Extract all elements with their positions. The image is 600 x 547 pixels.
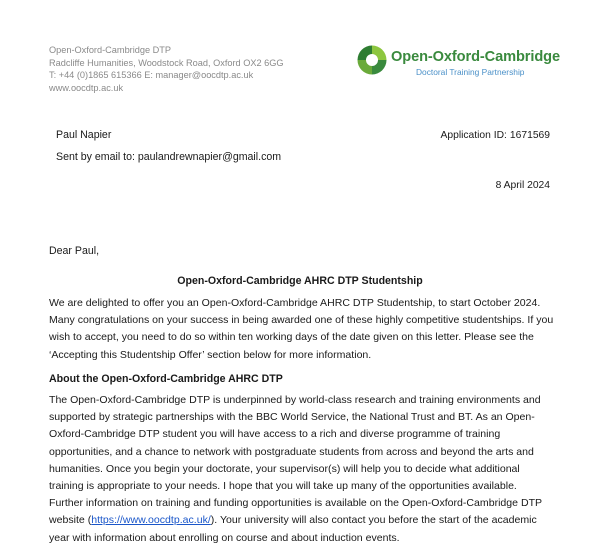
paragraph-line: The Open-Oxford-Cambridge DTP is underpinned by world-class research and training environments and: [49, 394, 541, 406]
recipient-email: Sent by email to: paulandrewnapier@gmail.com: [56, 151, 282, 163]
paragraph-line: ‘Accepting this Studentship Offer’ section below for more information.: [49, 348, 372, 361]
website-prefix: website (: [49, 514, 92, 527]
paragraph-line: supported by strategic partnerships with the BBC World Service, the National Trust and BT. As an Open-: [49, 411, 535, 424]
intro-paragraph: [49, 295, 569, 364]
logo-subtitle: Doctoral Training Partnership: [416, 67, 525, 77]
website-suffix: ). Your university will also contact you before the start of the academic: [210, 514, 537, 527]
about-paragraph: [49, 392, 569, 547]
website-link[interactable]: https://www.oocdtp.ac.uk/: [91, 514, 211, 527]
paragraph-line: Further information on training and funding opportunities is available on the Open-Oxford-Cambridge DTP: [49, 497, 543, 510]
paragraph-line: training is appropriate to your needs. I hope that you will take up many of the opportunities available.: [49, 480, 517, 493]
recipient-name: Paul Napier: [56, 129, 112, 141]
paragraph-line: We are delighted to offer you an Open-Oxford-Cambridge AHRC DTP Studentship, to start October 2024.: [49, 297, 541, 309]
paragraph-line: opportunities, and a chance to network with postgraduate students from across and beyond the arts and: [49, 445, 534, 458]
address-line: Radcliffe Humanities, Woodstock Road, Oxford OX2 6GG: [49, 57, 284, 68]
paragraph-line: year with information about enrolling on course and about induction events.: [49, 531, 400, 544]
salutation: Dear Paul,: [49, 245, 100, 257]
paragraph-line: Oxford-Cambridge DTP student you will have access to a rich and diverse programme of training: [49, 428, 501, 441]
organisation-address: [49, 44, 284, 94]
address-line: www.oocdtp.ac.uk: [49, 82, 124, 93]
logo-swirl-icon: [356, 44, 388, 76]
address-line: T: +44 (0)1865 615366 E: manager@oocdtp.ac.uk: [49, 70, 254, 81]
oocdtp-logo: [356, 44, 560, 80]
logo-name: Open-Oxford-Cambridge: [391, 49, 560, 65]
application-id: [441, 130, 551, 141]
letter-title: Open-Oxford-Cambridge AHRC DTP Studentship: [177, 275, 423, 287]
paragraph-line: humanities. Once you begin your doctorate, your supervisor(s) will help you to decide what additional: [49, 462, 520, 475]
application-id-value: 1671569: [509, 130, 550, 141]
letter-date: 8 April 2024: [495, 180, 550, 191]
paragraph-line: wish to accept, you need to do so within ten working days of the date given on this letter. Please see the: [49, 331, 534, 344]
about-heading: About the Open-Oxford-Cambridge AHRC DTP: [49, 373, 283, 385]
application-id-label: Application ID:: [440, 130, 507, 141]
paragraph-line: Many congratulations on your success in being awarded one of these highly competitive studentships. If you: [49, 314, 554, 327]
paragraph-line: [49, 512, 569, 529]
address-line: Open-Oxford-Cambridge DTP: [49, 45, 172, 55]
